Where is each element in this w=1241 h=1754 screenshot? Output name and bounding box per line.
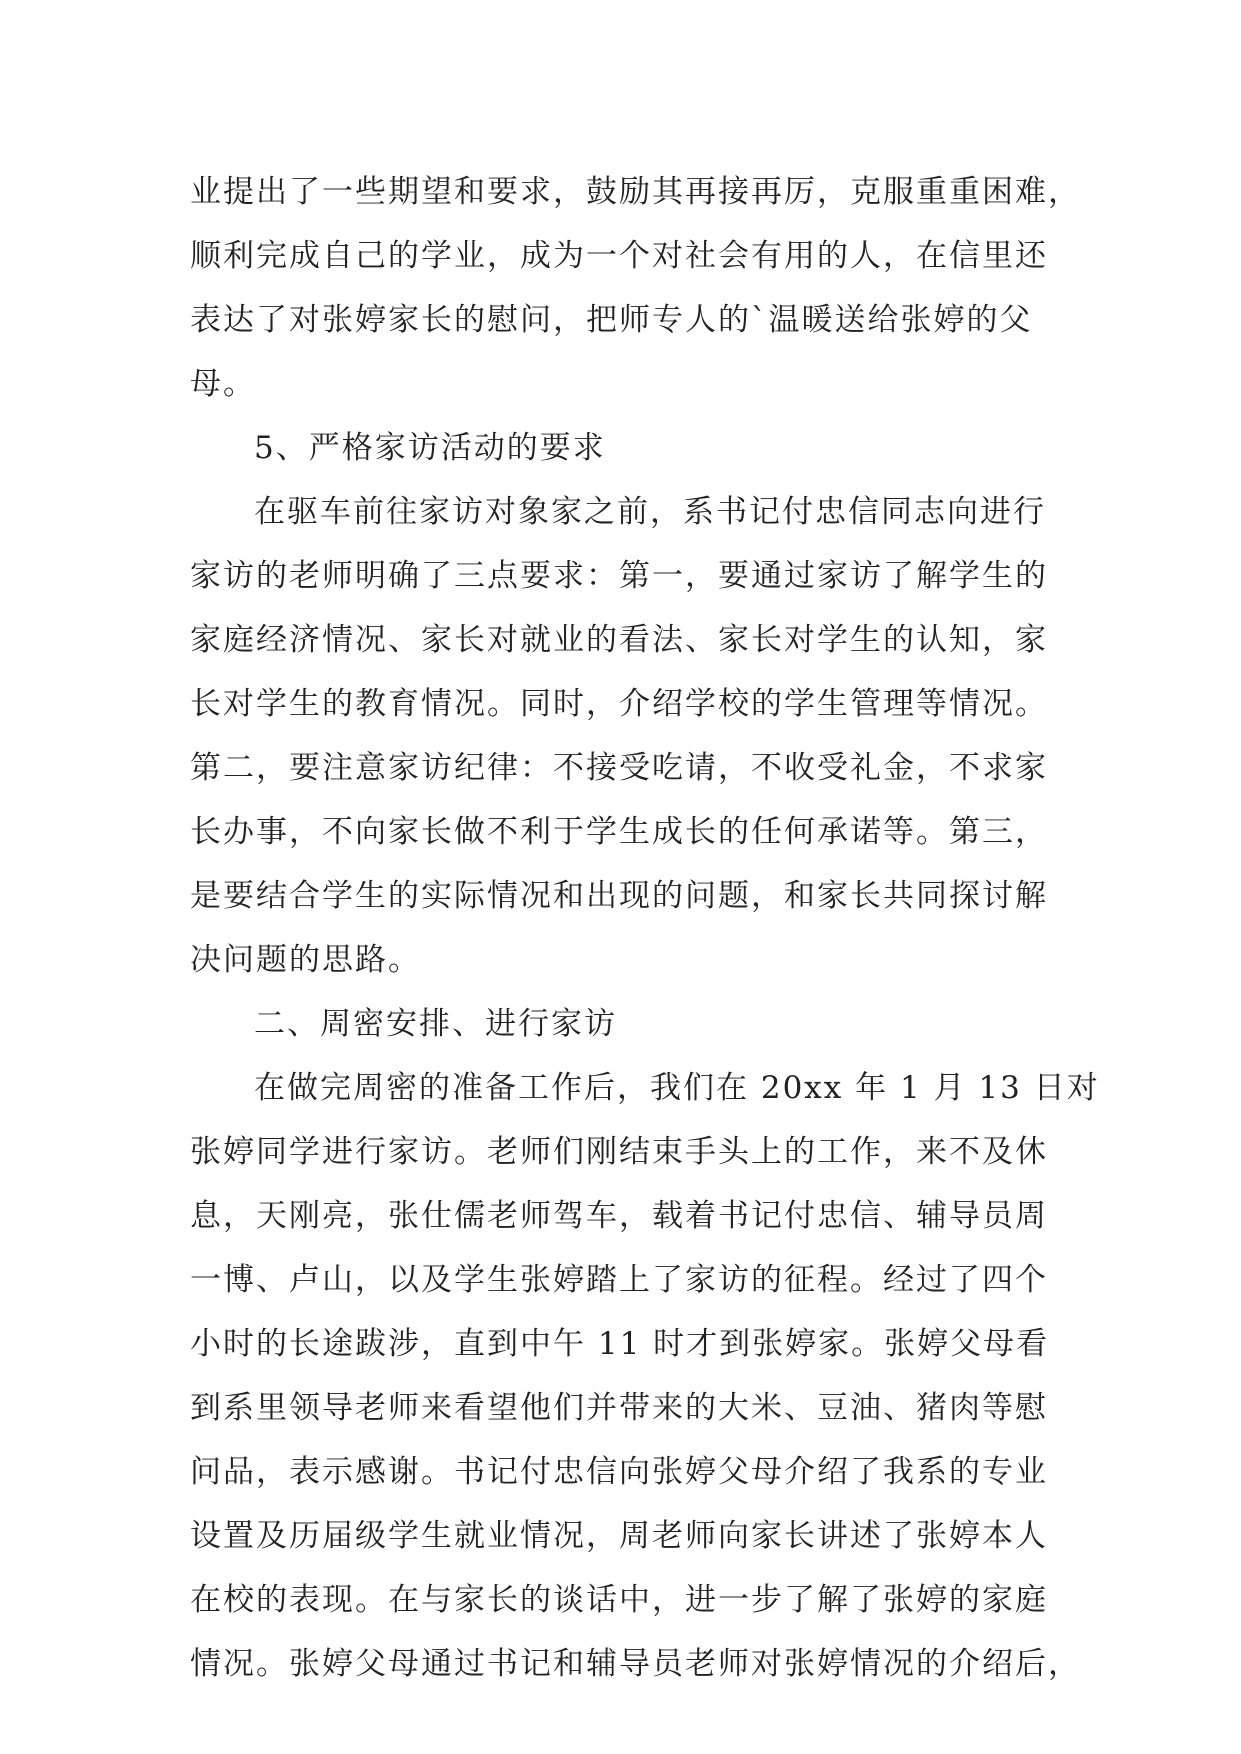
- text-line: 业提出了一些期望和要求，鼓励其再接再厉，克服重重困难，: [190, 174, 1081, 210]
- text-line: 小时的长途跋涉，直到中午 11 时才到张婷家。张婷父母看: [190, 1326, 1050, 1362]
- text-line: 在校的表现。在与家长的谈话中，进一步了解了张婷的家庭: [190, 1582, 1048, 1618]
- text-line: 张婷同学进行家访。老师们刚结束手头上的工作，来不及休: [190, 1134, 1048, 1170]
- text-line: 家庭经济情况、家长对就业的看法、家长对学生的认知，家: [190, 622, 1048, 658]
- text-line: 在驱车前往家访对象家之前，系书记付忠信同志向进行: [254, 494, 1046, 530]
- text-line: 问品，表示感谢。书记付忠信向张婷父母介绍了我系的专业: [190, 1454, 1048, 1490]
- text-line: 是要结合学生的实际情况和出现的问题，和家长共同探讨解: [190, 878, 1048, 914]
- text-line: 情况。张婷父母通过书记和辅导员老师对张婷情况的介绍后，: [190, 1646, 1081, 1682]
- text-line: 顺利完成自己的学业，成为一个对社会有用的人，在信里还: [190, 238, 1048, 274]
- text-line: 在做完周密的准备工作后，我们在 20xx 年 1 月 13 日对: [254, 1070, 1100, 1106]
- text-line: 长办事，不向家长做不利于学生成长的任何承诺等。第三，: [190, 814, 1048, 850]
- text-line: 一博、卢山，以及学生张婷踏上了家访的征程。经过了四个: [190, 1262, 1048, 1298]
- section-heading: 二、周密安排、进行家访: [254, 1006, 617, 1042]
- text-line: 设置及历届级学生就业情况，周老师向家长讲述了张婷本人: [190, 1518, 1048, 1554]
- text-line: 决问题的思路。: [190, 942, 421, 978]
- document-body: [190, 160, 1100, 1696]
- text-line: 第二，要注意家访纪律：不接受吃请，不收受礼金，不求家: [190, 750, 1048, 786]
- text-line: 息，天刚亮，张仕儒老师驾车，载着书记付忠信、辅导员周: [190, 1198, 1048, 1234]
- text-line: 到系里领导老师来看望他们并带来的大米、豆油、猪肉等慰: [190, 1390, 1048, 1426]
- text-line: 家访的老师明确了三点要求：第一，要通过家访了解学生的: [190, 558, 1048, 594]
- text-line: 长对学生的教育情况。同时，介绍学校的学生管理等情况。: [190, 686, 1048, 722]
- text-line: 母。: [190, 366, 256, 402]
- section-heading: 5、严格家访活动的要求: [254, 430, 606, 466]
- text-line: 表达了对张婷家长的慰问，把师专人的`温暖送给张婷的父: [190, 302, 1033, 338]
